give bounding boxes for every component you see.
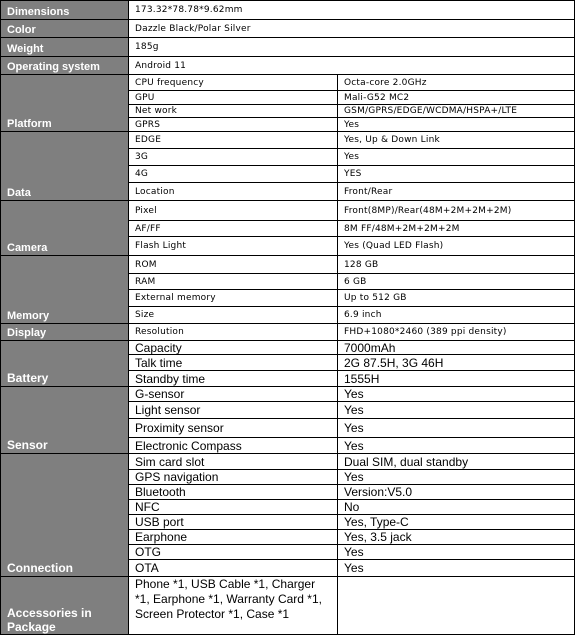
battery-key: Capacity: [128, 340, 337, 354]
platform-key: CPU frequency: [128, 74, 337, 90]
platform-value: GSM/GPRS/EDGE/WCDMA/HSPA+/LTE: [337, 104, 575, 117]
platform-value: Octa-core 2.0GHz: [337, 74, 575, 90]
memory-key: RAM: [128, 273, 337, 289]
data-value: YES: [337, 165, 575, 182]
battery-key: Talk time: [128, 354, 337, 370]
connection-key: Earphone: [128, 529, 337, 544]
data-value: Front/Rear: [337, 182, 575, 200]
data-key: 3G: [128, 148, 337, 165]
memory-key: External memory: [128, 289, 337, 306]
connection-label: Connection: [0, 453, 128, 576]
sensor-value: Yes: [337, 401, 575, 418]
connection-value: Yes, Type-C: [337, 514, 575, 529]
dimensions-label: Dimensions: [0, 0, 128, 19]
camera-key: AF/FF: [128, 220, 337, 236]
platform-key: GPU: [128, 90, 337, 104]
data-value: Yes: [337, 148, 575, 165]
connection-key: OTG: [128, 544, 337, 559]
camera-value: Front(8MP)/Rear(48M+2M+2M+2M): [337, 200, 575, 220]
sensor-key: Electronic Compass: [128, 437, 337, 453]
battery-value: 2G 87.5H, 3G 46H: [337, 354, 575, 370]
accessories-in-package-value: Phone *1, USB Cable *1, Charger *1, Earphone *1, Warranty Card *1, Screen Protector *1, Case *1: [128, 576, 337, 635]
connection-value: Yes: [337, 544, 575, 559]
memory-value: 6.9 inch: [337, 306, 575, 323]
accessories-in-package-label: Accessories in Package: [0, 576, 128, 635]
operating-system-label: Operating system: [0, 56, 128, 74]
sensor-value: Yes: [337, 437, 575, 453]
operating-system-value: Android 11: [128, 56, 575, 74]
connection-value: Yes: [337, 469, 575, 484]
platform-label: Platform: [0, 74, 128, 131]
memory-key: Size: [128, 306, 337, 323]
accessories-in-package-empty-cell: [337, 576, 575, 635]
battery-key: Standby time: [128, 370, 337, 386]
connection-key: USB port: [128, 514, 337, 529]
connection-value: No: [337, 499, 575, 514]
color-value: Dazzle Black/Polar Silver: [128, 19, 575, 37]
platform-key: Net work: [128, 104, 337, 117]
camera-key: Pixel: [128, 200, 337, 220]
battery-label: Battery: [0, 340, 128, 386]
connection-key: OTA: [128, 559, 337, 576]
memory-value: 6 GB: [337, 273, 575, 289]
battery-value: 1555H: [337, 370, 575, 386]
sensor-label: Sensor: [0, 386, 128, 453]
data-key: EDGE: [128, 131, 337, 148]
platform-value: Yes: [337, 117, 575, 131]
display-value: FHD+1080*2460 (389 ppi density): [337, 323, 575, 340]
memory-value: 128 GB: [337, 255, 575, 273]
connection-key: GPS navigation: [128, 469, 337, 484]
display-label: Display: [0, 323, 128, 340]
sensor-value: Yes: [337, 418, 575, 437]
data-value: Yes, Up & Down Link: [337, 131, 575, 148]
sensor-value: Yes: [337, 386, 575, 401]
camera-value: 8M FF/48M+2M+2M+2M: [337, 220, 575, 236]
memory-value: Up to 512 GB: [337, 289, 575, 306]
color-label: Color: [0, 19, 128, 37]
camera-value: Yes (Quad LED Flash): [337, 236, 575, 255]
connection-value: Yes: [337, 559, 575, 576]
data-key: Location: [128, 182, 337, 200]
dimensions-value: 173.32*78.78*9.62mm: [128, 0, 575, 19]
connection-key: NFC: [128, 499, 337, 514]
camera-label: Camera: [0, 200, 128, 255]
weight-value: 185g: [128, 37, 575, 56]
connection-value: Dual SIM, dual standby: [337, 453, 575, 469]
platform-key: GPRS: [128, 117, 337, 131]
sensor-key: Light sensor: [128, 401, 337, 418]
platform-value: Mali-G52 MC2: [337, 90, 575, 104]
connection-key: Sim card slot: [128, 453, 337, 469]
memory-label: Memory: [0, 255, 128, 323]
data-key: 4G: [128, 165, 337, 182]
sensor-key: G-sensor: [128, 386, 337, 401]
memory-key: ROM: [128, 255, 337, 273]
connection-value: Version:V5.0: [337, 484, 575, 499]
battery-value: 7000mAh: [337, 340, 575, 354]
connection-value: Yes, 3.5 jack: [337, 529, 575, 544]
display-key: Resolution: [128, 323, 337, 340]
data-label: Data: [0, 131, 128, 200]
connection-key: Bluetooth: [128, 484, 337, 499]
weight-label: Weight: [0, 37, 128, 56]
camera-key: Flash Light: [128, 236, 337, 255]
sensor-key: Proximity sensor: [128, 418, 337, 437]
